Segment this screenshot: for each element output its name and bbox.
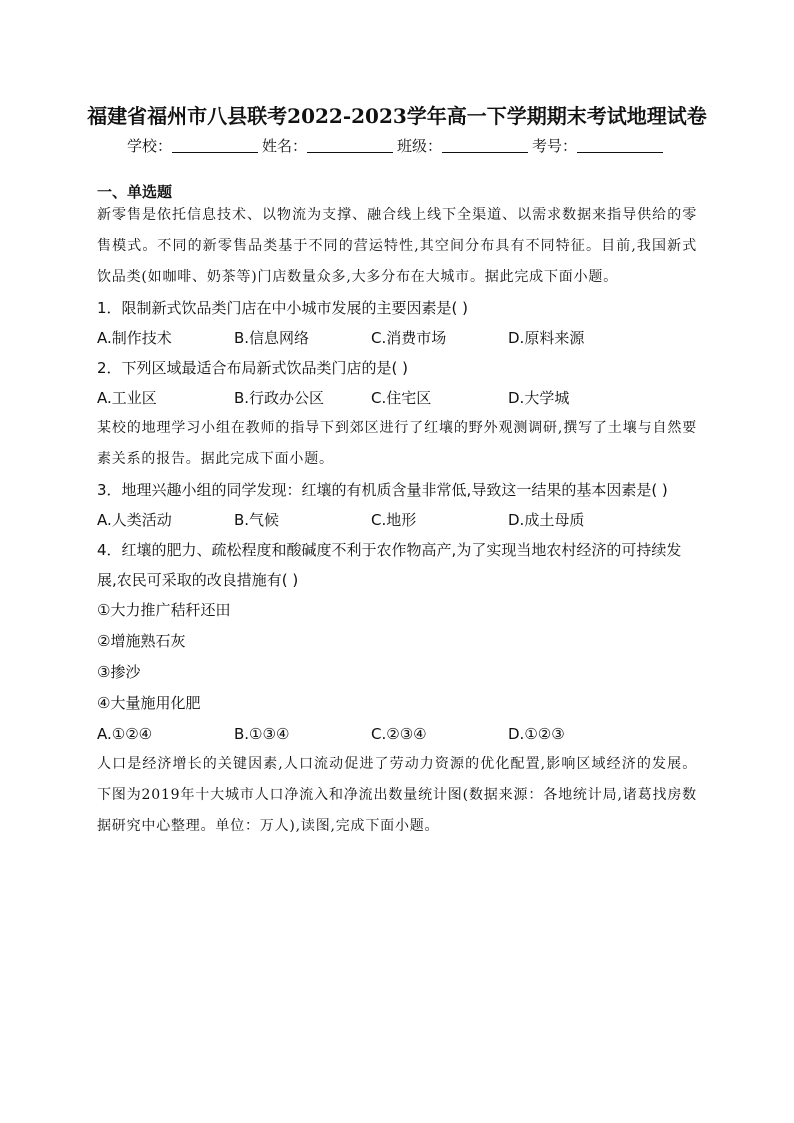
option-b: B.信息网络 — [234, 329, 310, 347]
question-4-item-1: ①大力推广秸秆还田 — [97, 601, 231, 619]
question-2-stem: 2．下列区域最适合布局新式饮品类门店的是( ) — [97, 359, 409, 377]
option-d: D.成土母质 — [508, 511, 585, 529]
question-4-stem: 4．红壤的肥力、疏松程度和酸碱度不利于农作物高产,为了实现当地农村经济的可持续发展,农民可采取的改良措施有( ) — [97, 541, 682, 589]
exam-title: 福建省福州市八县联考2022-2023学年高一下学期期末考试地理试卷 — [87, 104, 707, 128]
number-label: 考号： — [532, 137, 578, 155]
option-a: A.制作技术 — [97, 329, 172, 347]
question-4-item-3: ③掺沙 — [97, 663, 141, 681]
option-d: D.大学城 — [508, 389, 570, 407]
question-4-options — [97, 719, 697, 749]
question-4-item-4: ④大量施用化肥 — [97, 694, 201, 712]
section-title: 一、单选题 — [97, 183, 173, 201]
class-label: 班级： — [397, 137, 443, 155]
question-4-item-2: ②增施熟石灰 — [97, 632, 186, 650]
option-b: B.①③④ — [234, 725, 290, 743]
student-info-line — [0, 135, 794, 156]
number-blank[interactable] — [577, 138, 663, 153]
question-2-options — [97, 383, 697, 413]
option-d: D.①②③ — [508, 725, 565, 743]
question-content — [97, 200, 697, 842]
material-1: 新零售是依托信息技术、以物流为支撑、融合线上线下全渠道、以需求数据来指导供给的零售模式。不同的新零售品类基于不同的营运特性,其空间分布具有不同特征。目前,我国新式饮品类(如咖啡、奶茶等)门店数量众多,大多分布在大城市。据此完成下面小题。 — [97, 207, 697, 285]
class-blank[interactable] — [442, 138, 528, 153]
question-3-stem: 3．地理兴趣小组的同学发现：红壤的有机质含量非常低,导致这一结果的基本因素是( ) — [97, 481, 668, 499]
option-a: A.人类活动 — [97, 511, 172, 529]
name-label: 姓名： — [261, 137, 307, 155]
option-a: A.工业区 — [97, 389, 157, 407]
question-1-stem: 1．限制新式饮品类门店在中小城市发展的主要因素是( ) — [97, 299, 469, 317]
school-blank[interactable] — [172, 138, 258, 153]
option-b: B.气候 — [234, 511, 280, 529]
option-b: B.行政办公区 — [234, 389, 325, 407]
material-3: 人口是经济增长的关键因素,人口流动促进了劳动力资源的优化配置,影响区域经济的发展。下图为2019年十大城市人口净流入和净流出数量统计图(数据来源：各地统计局,诸葛找房数据研究中心整理。单位：万人),读图,完成下面小题。 — [97, 756, 697, 834]
option-c: C.消费市场 — [371, 329, 447, 347]
option-c: C.住宅区 — [371, 389, 432, 407]
option-d: D.原料来源 — [508, 329, 585, 347]
option-c: C.地形 — [371, 511, 417, 529]
material-2: 某校的地理学习小组在教师的指导下到郊区进行了红壤的野外观测调研,撰写了土壤与自然要素关系的报告。据此完成下面小题。 — [97, 420, 697, 467]
option-a: A.①②④ — [97, 725, 153, 743]
school-label: 学校： — [126, 137, 172, 155]
option-c: C.②③④ — [371, 725, 427, 743]
question-1-options — [97, 323, 697, 353]
question-3-options — [97, 505, 697, 535]
name-blank[interactable] — [307, 138, 393, 153]
